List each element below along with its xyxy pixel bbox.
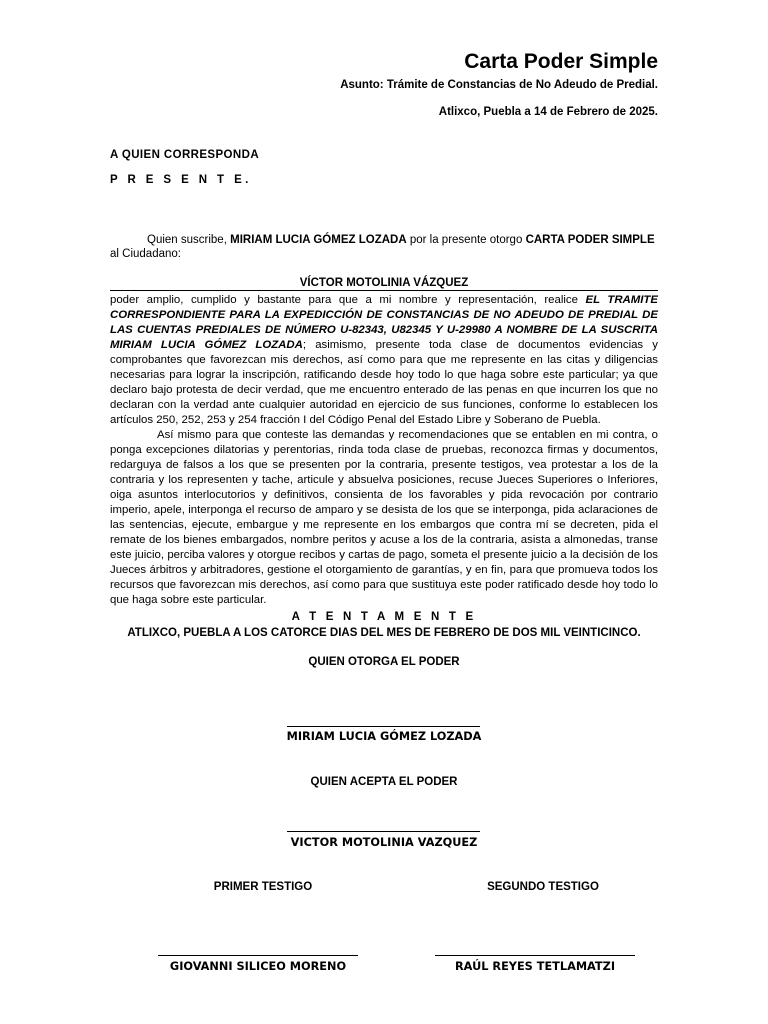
intro-paragraph [110, 233, 658, 261]
paragraph-powers-rest: ; asimismo, presente toda clase de documentos evidencias y comprobantes que favorezcan mis derechos, así como para que me represente en las citas y diligencias necesarias para lograr la inscripción, ratificando desde hoy todo lo que haga sobre este particular; ya que declaro bajo protesta de decir verdad, que me encuentro enterado de las penas en que incurren los que no declaran con la verdad ante cualquier autoridad en ejercicio de sus funciones, conforme lo establecen los artículos 250, 252, 253 y 254 fracción I del Código Penal del Estado Libre y Soberano de Puebla. [110, 339, 658, 426]
intro-doc-type: CARTA PODER SIMPLE [525, 234, 655, 246]
grantor-signature-name: MIRIAM LUCIA GÓMEZ LOZADA [286, 730, 482, 743]
paragraph-powers [110, 293, 658, 428]
witness2-signature-line [435, 955, 635, 956]
acceptor-label: QUIEN ACEPTA EL PODER [310, 776, 458, 788]
intro-text-2: por la presente otorgo [406, 234, 526, 246]
intro-text-1: Quien suscribe, [147, 234, 231, 246]
document-title: Carta Poder Simple [464, 50, 658, 73]
witness2-signature-name: RAÚL REYES TETLAMATZI [454, 960, 616, 973]
body-text [110, 293, 658, 608]
grantor-label: QUIEN OTORGA EL PODER [308, 656, 460, 668]
atentamente-heading: A T E N T A M E N T E [291, 611, 477, 623]
acceptor-signature-name: VICTOR MOTOLINIA VAZQUEZ [290, 836, 478, 849]
witness1-signature-name: GIOVANNI SILICEO MORENO [169, 960, 347, 973]
grantor-signature-line [287, 726, 480, 727]
paragraph-powers-emphasis: EL TRAMITE CORRESPONDIENTE PARA LA EXPEDICCIÓN DE CONSTANCIAS DE NO ADEUDO DE PREDIAL DE LAS CUENTAS PREDIALES DE NÚMERO U-82343, U82345 Y U-29980 A NOMBRE DE LA SUSCRITA MIRIAM LUCIA GÓMEZ LOZADA [110, 294, 658, 351]
subject-line: Asunto: Trámite de Constancias de No Adeudo de Predial. [340, 79, 658, 91]
witness1-signature-line [158, 955, 358, 956]
paragraph-litigation: Así mismo para que conteste las demandas y recomendaciones que se entablen en mi contra, o ponga excepciones dilatorias y perentorias, rinda toda clase de pruebas, reconozca firmas y documentos, redarguya de falsos a los que se presenten por la contraria, presente testigos, vea protestar a los de la contraria y los representen y tache, articule y absuelva posiciones, recuse Jueces Superiores o Inferiores, oiga asuntos interlocutorios y definitivos, consienta de los favorables y pida revocación por contrario imperio, apele, interponga el recurso de amparo y se desista de los que se interponga, pida aclaraciones de las sentencias, ejecute, embargue y me represente en los embargos que contra mí se decreten, pida el remate de los bienes embargados, nombre peritos y acuse a los de la contraria, asista a almonedas, transe este juicio, perciba valores y otorgue recibos y cartas de pago, someta el presente juicio a la decisión de los Jueces árbitros y arbitradores, gestione el otorgamiento de garantías, y en fin, para que promueva todos los recursos que favorezcan mis derechos, así como para que sustituya este poder ratificado desde hoy todo lo que haga sobre este particular. [110, 429, 658, 606]
place-date-line: Atlixco, Puebla a 14 de Febrero de 2025. [438, 106, 658, 118]
intro-grantor-name: MIRIAM LUCIA GÓMEZ LOZADA [230, 234, 407, 246]
present-heading: P R E S E N T E. [110, 174, 252, 186]
witness2-label: SEGUNDO TESTIGO [487, 881, 599, 893]
acceptor-signature-line [287, 831, 480, 832]
witness1-label: PRIMER TESTIGO [213, 881, 313, 893]
agent-name: VÍCTOR MOTOLINIA VÁZQUEZ [110, 277, 658, 291]
addressee: A QUIEN CORRESPONDA [110, 149, 260, 161]
intro-text-3: al Ciudadano: [110, 248, 181, 260]
closing-date-line: ATLIXCO, PUEBLA A LOS CATORCE DIAS DEL MES DE FEBRERO DE DOS MIL VEINTICINCO. [127, 627, 641, 639]
paragraph-powers-lead: poder amplio, cumplido y bastante para que a mi nombre y representación, realice [110, 294, 586, 306]
